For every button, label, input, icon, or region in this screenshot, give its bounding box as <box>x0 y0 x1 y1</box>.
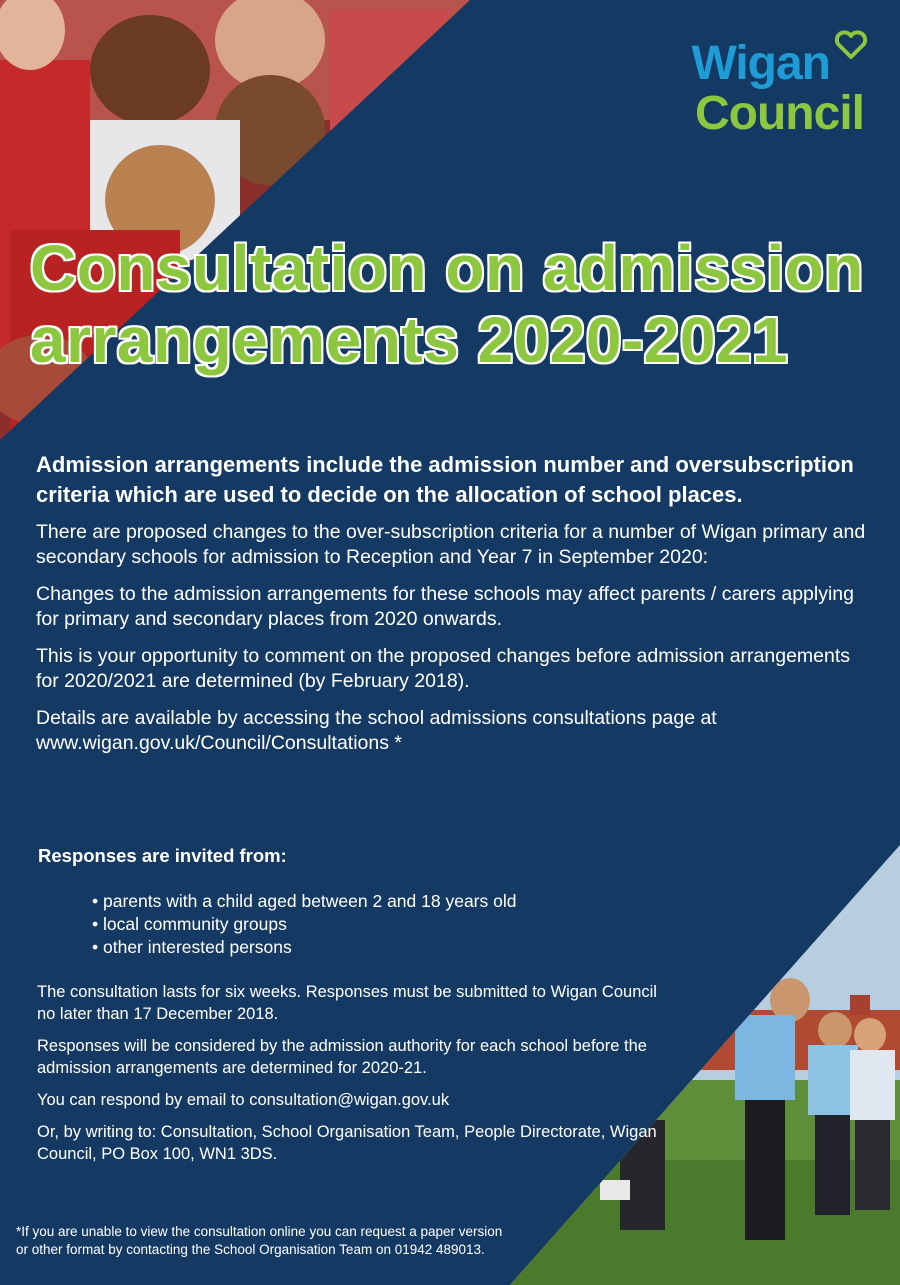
main-content <box>36 450 871 768</box>
wigan-council-logo[interactable] <box>670 30 870 140</box>
title-line-2: arrangements 2020-2021 <box>30 304 789 376</box>
logo-wigan-text: Wigan <box>691 37 830 90</box>
list-item: • other interested persons <box>92 936 516 959</box>
consultation-link-paragraph[interactable]: Details are available by accessing the school admissions consultations page at www.wigan.gov.uk/Council/Consultations * <box>36 707 717 754</box>
footnote: *If you are unable to view the consultation online you can request a paper version or other format by contacting the School Organisation Team on 01942 489013. <box>16 1224 503 1257</box>
logo-council-text: Council <box>695 87 864 140</box>
title-line-1: Consultation on admission <box>30 232 864 304</box>
deadline-text: The consultation lasts for six weeks. Responses must be submitted to Wigan Council no later than 17 December 2018. <box>37 983 657 1023</box>
list-item: • parents with a child aged between 2 and 18 years old <box>92 890 516 913</box>
consideration-text: Responses will be considered by the admission authority for each school before the admission arrangements are determined for 2020-21. <box>37 1037 647 1077</box>
paragraph: This is your opportunity to comment on the proposed changes before admission arrangements for 2020/2021 are determined (by February 2018). <box>36 645 851 692</box>
consultation-details <box>37 981 677 1175</box>
respondents-list <box>92 890 516 959</box>
responses-heading: Responses are invited from: <box>38 845 287 866</box>
email-response-text[interactable]: You can respond by email to consultation@wigan.gov.uk <box>37 1091 450 1109</box>
heart-icon <box>834 30 868 60</box>
paragraph: Changes to the admission arrangements for these schools may affect parents / carers applying for primary and secondary places from 2020 onwards. <box>36 583 854 630</box>
list-item: • local community groups <box>92 913 516 936</box>
page-title <box>30 232 895 376</box>
intro-text: Admission arrangements include the admission number and oversubscription criteria which are used to decide on the allocation of school places. <box>36 452 854 507</box>
paragraph: There are proposed changes to the over-subscription criteria for a number of Wigan primary and secondary schools for admission to Reception and Year 7 in September 2020: <box>36 521 866 568</box>
postal-address-text: Or, by writing to: Consultation, School Organisation Team, People Directorate, Wigan Council, PO Box 100, WN1 3DS. <box>37 1123 657 1163</box>
